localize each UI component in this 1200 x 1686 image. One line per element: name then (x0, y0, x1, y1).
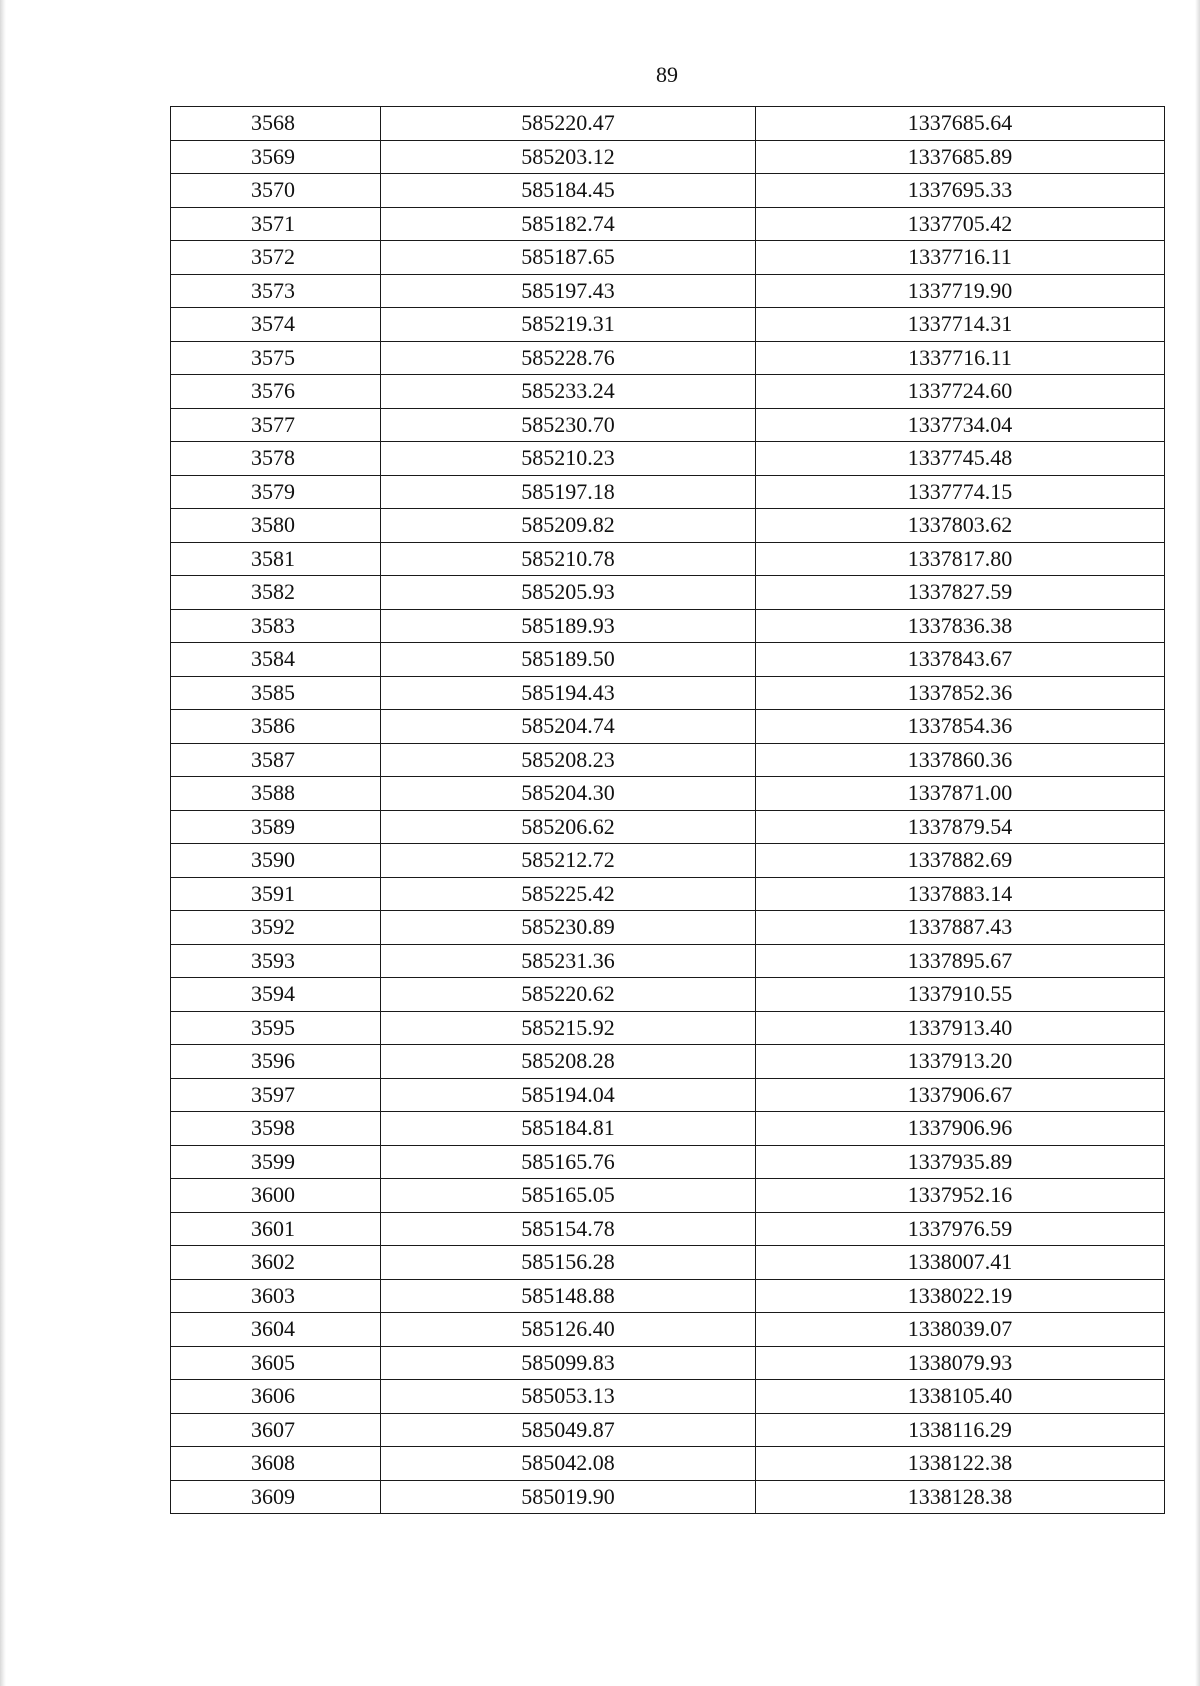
y-coordinate-cell: 1337913.40 (756, 1011, 1165, 1045)
table-row (171, 844, 1165, 878)
table-row (171, 375, 1165, 409)
y-coordinate-cell: 1338039.07 (756, 1313, 1165, 1347)
y-coordinate-cell: 1337852.36 (756, 676, 1165, 710)
x-coordinate-cell: 585228.76 (381, 341, 756, 375)
point-number-cell: 3578 (171, 442, 381, 476)
x-coordinate-cell: 585099.83 (381, 1346, 756, 1380)
x-coordinate-cell: 585184.45 (381, 174, 756, 208)
point-number-cell: 3581 (171, 542, 381, 576)
y-coordinate-cell: 1337719.90 (756, 274, 1165, 308)
point-number-cell: 3605 (171, 1346, 381, 1380)
table-row (171, 1212, 1165, 1246)
x-coordinate-cell: 585019.90 (381, 1480, 756, 1514)
y-coordinate-cell: 1337871.00 (756, 777, 1165, 811)
x-coordinate-cell: 585205.93 (381, 576, 756, 610)
y-coordinate-cell: 1338116.29 (756, 1413, 1165, 1447)
y-coordinate-cell: 1337887.43 (756, 911, 1165, 945)
x-coordinate-cell: 585220.62 (381, 978, 756, 1012)
y-coordinate-cell: 1337724.60 (756, 375, 1165, 409)
point-number-cell: 3594 (171, 978, 381, 1012)
scan-edge-right (1195, 0, 1200, 1686)
table-row (171, 877, 1165, 911)
table-row (171, 1346, 1165, 1380)
table-row (171, 978, 1165, 1012)
y-coordinate-cell: 1337935.89 (756, 1145, 1165, 1179)
coordinate-table-body (171, 107, 1165, 1514)
y-coordinate-cell: 1338122.38 (756, 1447, 1165, 1481)
table-row (171, 1011, 1165, 1045)
table-row (171, 743, 1165, 777)
x-coordinate-cell: 585187.65 (381, 241, 756, 275)
y-coordinate-cell: 1338105.40 (756, 1380, 1165, 1414)
y-coordinate-cell: 1337906.67 (756, 1078, 1165, 1112)
point-number-cell: 3586 (171, 710, 381, 744)
point-number-cell: 3597 (171, 1078, 381, 1112)
x-coordinate-cell: 585189.50 (381, 643, 756, 677)
point-number-cell: 3593 (171, 944, 381, 978)
y-coordinate-cell: 1337882.69 (756, 844, 1165, 878)
point-number-cell: 3579 (171, 475, 381, 509)
x-coordinate-cell: 585194.43 (381, 676, 756, 710)
x-coordinate-cell: 585156.28 (381, 1246, 756, 1280)
x-coordinate-cell: 585042.08 (381, 1447, 756, 1481)
y-coordinate-cell: 1337745.48 (756, 442, 1165, 476)
point-number-cell: 3580 (171, 509, 381, 543)
x-coordinate-cell: 585204.30 (381, 777, 756, 811)
point-number-cell: 3587 (171, 743, 381, 777)
coordinate-table (170, 106, 1165, 1514)
point-number-cell: 3576 (171, 375, 381, 409)
table-row (171, 777, 1165, 811)
table-row (171, 308, 1165, 342)
table-row (171, 542, 1165, 576)
x-coordinate-cell: 585197.43 (381, 274, 756, 308)
point-number-cell: 3590 (171, 844, 381, 878)
table-row (171, 1145, 1165, 1179)
table-row (171, 1380, 1165, 1414)
point-number-cell: 3592 (171, 911, 381, 945)
point-number-cell: 3596 (171, 1045, 381, 1079)
point-number-cell: 3568 (171, 107, 381, 141)
table-row (171, 911, 1165, 945)
table-row (171, 710, 1165, 744)
table-row (171, 810, 1165, 844)
point-number-cell: 3577 (171, 408, 381, 442)
point-number-cell: 3599 (171, 1145, 381, 1179)
x-coordinate-cell: 585219.31 (381, 308, 756, 342)
y-coordinate-cell: 1337906.96 (756, 1112, 1165, 1146)
x-coordinate-cell: 585204.74 (381, 710, 756, 744)
y-coordinate-cell: 1338007.41 (756, 1246, 1165, 1280)
table-row (171, 1179, 1165, 1213)
y-coordinate-cell: 1338128.38 (756, 1480, 1165, 1514)
x-coordinate-cell: 585230.89 (381, 911, 756, 945)
x-coordinate-cell: 585208.28 (381, 1045, 756, 1079)
x-coordinate-cell: 585206.62 (381, 810, 756, 844)
y-coordinate-cell: 1337705.42 (756, 207, 1165, 241)
y-coordinate-cell: 1337836.38 (756, 609, 1165, 643)
x-coordinate-cell: 585184.81 (381, 1112, 756, 1146)
page-number: 89 (656, 62, 678, 87)
table-row (171, 1078, 1165, 1112)
y-coordinate-cell: 1337854.36 (756, 710, 1165, 744)
x-coordinate-cell: 585225.42 (381, 877, 756, 911)
table-row (171, 609, 1165, 643)
y-coordinate-cell: 1337883.14 (756, 877, 1165, 911)
point-number-cell: 3607 (171, 1413, 381, 1447)
point-number-cell: 3575 (171, 341, 381, 375)
y-coordinate-cell: 1337716.11 (756, 241, 1165, 275)
point-number-cell: 3583 (171, 609, 381, 643)
y-coordinate-cell: 1337695.33 (756, 174, 1165, 208)
y-coordinate-cell: 1337843.67 (756, 643, 1165, 677)
y-coordinate-cell: 1337716.11 (756, 341, 1165, 375)
point-number-cell: 3569 (171, 140, 381, 174)
point-number-cell: 3589 (171, 810, 381, 844)
table-row (171, 1112, 1165, 1146)
point-number-cell: 3600 (171, 1179, 381, 1213)
point-number-cell: 3572 (171, 241, 381, 275)
table-row (171, 643, 1165, 677)
x-coordinate-cell: 585189.93 (381, 609, 756, 643)
table-row (171, 341, 1165, 375)
y-coordinate-cell: 1337803.62 (756, 509, 1165, 543)
y-coordinate-cell: 1338079.93 (756, 1346, 1165, 1380)
x-coordinate-cell: 585053.13 (381, 1380, 756, 1414)
table-row (171, 509, 1165, 543)
y-coordinate-cell: 1337714.31 (756, 308, 1165, 342)
y-coordinate-cell: 1337895.67 (756, 944, 1165, 978)
table-row (171, 207, 1165, 241)
point-number-cell: 3595 (171, 1011, 381, 1045)
point-number-cell: 3571 (171, 207, 381, 241)
x-coordinate-cell: 585209.82 (381, 509, 756, 543)
table-row (171, 944, 1165, 978)
point-number-cell: 3609 (171, 1480, 381, 1514)
point-number-cell: 3598 (171, 1112, 381, 1146)
x-coordinate-cell: 585197.18 (381, 475, 756, 509)
table-row (171, 676, 1165, 710)
table-row (171, 1447, 1165, 1481)
x-coordinate-cell: 585126.40 (381, 1313, 756, 1347)
table-row (171, 1413, 1165, 1447)
point-number-cell: 3606 (171, 1380, 381, 1414)
y-coordinate-cell: 1337860.36 (756, 743, 1165, 777)
y-coordinate-cell: 1338022.19 (756, 1279, 1165, 1313)
point-number-cell: 3585 (171, 676, 381, 710)
point-number-cell: 3584 (171, 643, 381, 677)
point-number-cell: 3604 (171, 1313, 381, 1347)
table-row (171, 1313, 1165, 1347)
x-coordinate-cell: 585230.70 (381, 408, 756, 442)
x-coordinate-cell: 585148.88 (381, 1279, 756, 1313)
x-coordinate-cell: 585194.04 (381, 1078, 756, 1112)
table-row (171, 274, 1165, 308)
x-coordinate-cell: 585215.92 (381, 1011, 756, 1045)
point-number-cell: 3608 (171, 1447, 381, 1481)
point-number-cell: 3602 (171, 1246, 381, 1280)
table-row (171, 241, 1165, 275)
x-coordinate-cell: 585182.74 (381, 207, 756, 241)
y-coordinate-cell: 1337685.64 (756, 107, 1165, 141)
table-row (171, 1045, 1165, 1079)
y-coordinate-cell: 1337774.15 (756, 475, 1165, 509)
x-coordinate-cell: 585210.23 (381, 442, 756, 476)
y-coordinate-cell: 1337879.54 (756, 810, 1165, 844)
y-coordinate-cell: 1337976.59 (756, 1212, 1165, 1246)
x-coordinate-cell: 585233.24 (381, 375, 756, 409)
table-row (171, 1480, 1165, 1514)
x-coordinate-cell: 585049.87 (381, 1413, 756, 1447)
point-number-cell: 3603 (171, 1279, 381, 1313)
x-coordinate-cell: 585203.12 (381, 140, 756, 174)
table-row (171, 442, 1165, 476)
table-row (171, 140, 1165, 174)
x-coordinate-cell: 585165.76 (381, 1145, 756, 1179)
table-row (171, 408, 1165, 442)
point-number-cell: 3573 (171, 274, 381, 308)
y-coordinate-cell: 1337685.89 (756, 140, 1165, 174)
point-number-cell: 3591 (171, 877, 381, 911)
y-coordinate-cell: 1337952.16 (756, 1179, 1165, 1213)
point-number-cell: 3570 (171, 174, 381, 208)
scan-edge-left (0, 0, 6, 1686)
table-row (171, 107, 1165, 141)
table-row (171, 1279, 1165, 1313)
point-number-cell: 3574 (171, 308, 381, 342)
x-coordinate-cell: 585231.36 (381, 944, 756, 978)
y-coordinate-cell: 1337910.55 (756, 978, 1165, 1012)
table-row (171, 1246, 1165, 1280)
y-coordinate-cell: 1337827.59 (756, 576, 1165, 610)
point-number-cell: 3588 (171, 777, 381, 811)
x-coordinate-cell: 585210.78 (381, 542, 756, 576)
y-coordinate-cell: 1337734.04 (756, 408, 1165, 442)
point-number-cell: 3601 (171, 1212, 381, 1246)
x-coordinate-cell: 585212.72 (381, 844, 756, 878)
point-number-cell: 3582 (171, 576, 381, 610)
x-coordinate-cell: 585220.47 (381, 107, 756, 141)
x-coordinate-cell: 585208.23 (381, 743, 756, 777)
y-coordinate-cell: 1337913.20 (756, 1045, 1165, 1079)
table-row (171, 576, 1165, 610)
x-coordinate-cell: 585154.78 (381, 1212, 756, 1246)
table-row (171, 475, 1165, 509)
y-coordinate-cell: 1337817.80 (756, 542, 1165, 576)
x-coordinate-cell: 585165.05 (381, 1179, 756, 1213)
table-row (171, 174, 1165, 208)
